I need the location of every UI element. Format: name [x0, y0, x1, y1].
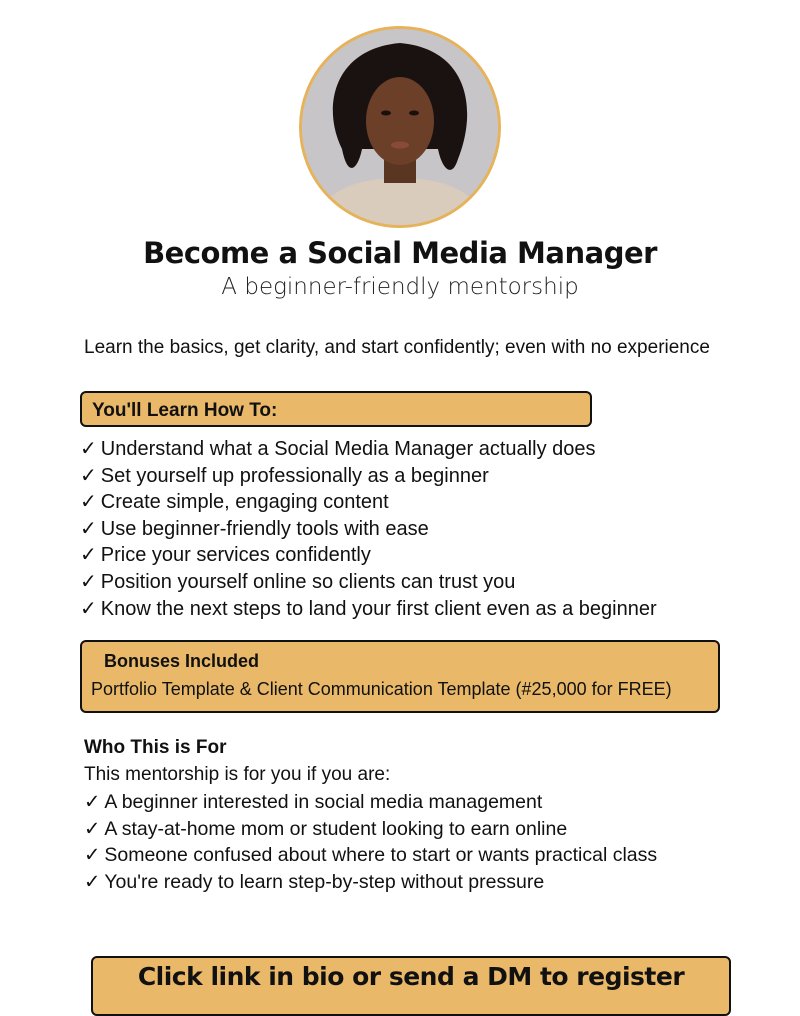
check-icon: ✓: [80, 464, 97, 487]
who-list: [84, 789, 657, 896]
who-item-label: A beginner interested in social media management: [104, 791, 543, 813]
check-icon: ✓: [84, 791, 101, 813]
learn-item-label: Use beginner-friendly tools with ease: [100, 517, 429, 540]
page-subtitle: A beginner-friendly mentorship: [221, 274, 579, 300]
learn-item-label: Position yourself online so clients can trust you: [100, 570, 516, 593]
bonus-heading: Bonuses Included: [104, 651, 260, 671]
learn-item-label: Know the next steps to land your first client even as a beginner: [100, 597, 657, 620]
intro-text: Learn the basics, get clarity, and start confidently; even with no experience: [84, 337, 710, 358]
check-icon: ✓: [80, 517, 97, 540]
check-icon: ✓: [80, 570, 97, 593]
learn-item-label: Price your services confidently: [100, 544, 371, 567]
learn-heading: You'll Learn How To:: [92, 400, 278, 421]
check-icon: ✓: [80, 597, 97, 620]
register-cta-label: Click link in bio or send a DM to register: [137, 962, 685, 991]
learn-list-item: [80, 596, 657, 623]
check-icon: ✓: [84, 844, 101, 867]
learn-list-item: [80, 516, 657, 543]
learn-list-item: [80, 569, 657, 596]
bonus-box: [80, 640, 720, 713]
who-item-label: Someone confused about where to start or wants practical class: [104, 844, 658, 867]
learn-list-item: [80, 489, 657, 516]
learn-item-label: Create simple, engaging content: [100, 491, 389, 514]
check-icon: ✓: [80, 544, 97, 567]
check-icon: ✓: [84, 871, 101, 894]
learn-heading-box: [80, 391, 592, 427]
check-icon: ✓: [84, 817, 101, 840]
who-list-item: [84, 816, 657, 843]
who-list-item: [84, 789, 657, 816]
who-list-item: [84, 842, 657, 869]
who-item-label: You're ready to learn step-by-step without pressure: [104, 871, 545, 894]
check-icon: ✓: [80, 438, 97, 460]
page-title: Become a Social Media Manager: [143, 236, 657, 270]
who-intro: This mentorship is for you if you are:: [84, 764, 391, 785]
learn-item-label: Understand what a Social Media Manager actually does: [100, 438, 596, 460]
register-cta-banner: [91, 956, 731, 1016]
learn-list-item: [80, 463, 657, 490]
who-list-item: [84, 869, 657, 896]
mentor-portrait-image: [302, 29, 498, 225]
mentor-avatar: [299, 26, 501, 228]
learn-list-item: [80, 436, 657, 463]
who-heading: Who This is For: [84, 737, 227, 758]
learn-list: [80, 436, 657, 622]
check-icon: ✓: [80, 491, 97, 514]
bonus-text: Portfolio Template & Client Communication Template (#25,000 for FREE): [91, 679, 672, 699]
learn-item-label: Set yourself up professionally as a beginner: [100, 464, 489, 487]
learn-list-item: [80, 542, 657, 569]
who-item-label: A stay-at-home mom or student looking to earn online: [104, 817, 568, 840]
